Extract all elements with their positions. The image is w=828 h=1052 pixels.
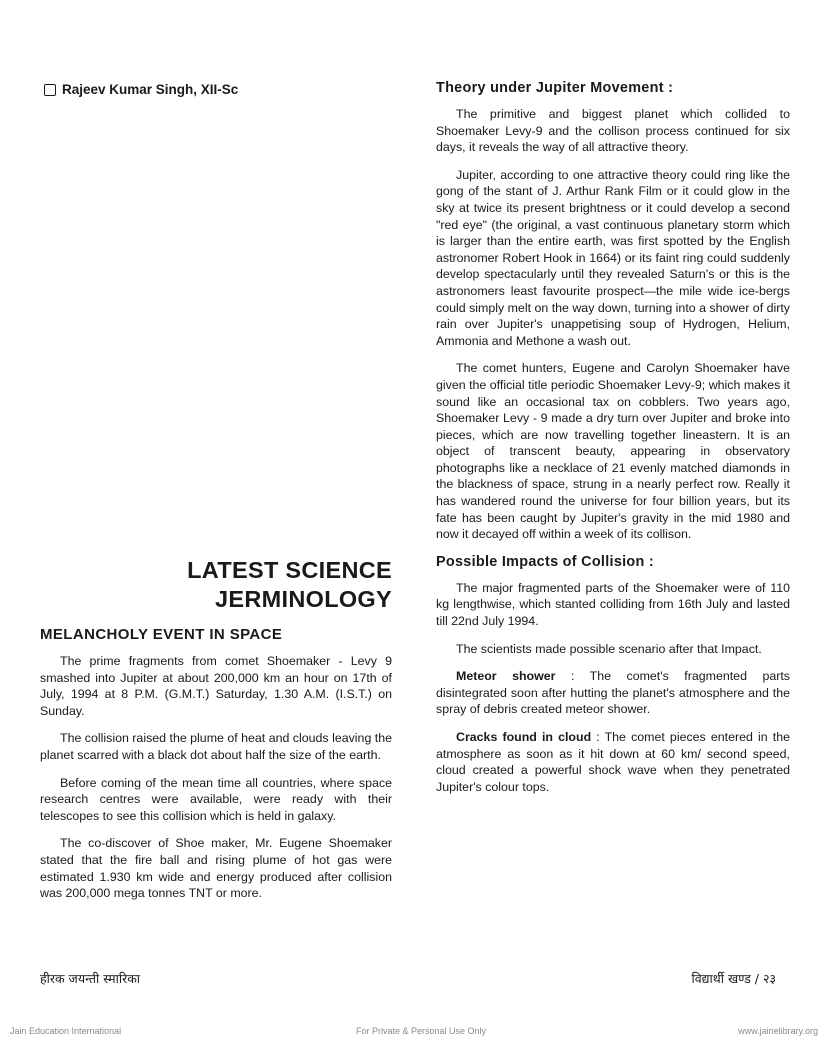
article-title: [120, 556, 392, 614]
author-name: Rajeev Kumar Singh, XII-Sc: [62, 82, 239, 97]
paragraph: Before coming of the mean time all countries, where space research centres were available, were ready with their telescopes to see this collision which is held in galaxy.: [40, 775, 392, 823]
title-line-2: JERMINOLOGY: [215, 586, 392, 612]
footer-left-text: हीरक जयन्ती स्मारिका: [40, 971, 141, 986]
checkbox-bullet-icon: [44, 84, 56, 96]
section-heading-impacts: Possible Impacts of Collision :: [436, 553, 654, 570]
right-column: [436, 80, 790, 806]
paragraph-cracks: [436, 729, 790, 795]
paragraph: The scientists made possible scenario after that Impact.: [456, 641, 762, 656]
meteor-shower-text: : The comet's fragmented parts disintegrated soon after hutting the planet's atmosphere and the spray of debris created meteor shower.: [436, 669, 790, 717]
paragraph: The major fragmented parts of the Shoemaker were of 110 kg lengthwise, which stanted colliding from 16th July and lasted till 22nd July 1994.: [436, 580, 790, 629]
paragraph: The co-discover of Shoe maker, Mr. Eugene Shoemaker stated that the fire ball and rising plume of hot gas were estimated 1.930 km wide and energy produced after collision was 200,000 mega tonnes TNT or more.: [40, 836, 392, 901]
author-byline: [44, 82, 238, 97]
paragraph: The collision raised the plume of heat and clouds leaving the planet scarred with a black dot about half the size of the earth.: [40, 731, 393, 762]
paragraph: The primitive and biggest planet which collided to Shoemaker Levy-9 and the collison process continued for six days, it reveals the way of all attractive theory.: [436, 107, 790, 155]
bottom-center-text: For Private & Personal Use Only: [356, 1026, 487, 1036]
title-line-1: LATEST SCIENCE: [187, 557, 392, 583]
paragraph: The comet hunters, Eugene and Carolyn Shoemaker have given the official title periodic Shoemaker Levy-9; which makes it sound like an occasional tax on cobblers. Two years ago, Shoemaker Levy - 9 made a dry turn over Jupiter and broke into pieces, which are now travelling together lineastern. It is an object of transcent beauty, appearing in observatory photographs like a necklace of 21 evenly matched diamonds in the blackness of space, strung in a nearly perfect row. Really it has wandered round the universe for four billion years, but its fate has been caught by Jupiter's gravity in the mid 1980 and now it decayed off within a week of its collison.: [436, 361, 790, 542]
left-column: [40, 626, 392, 913]
meteor-shower-lead: Meteor shower: [456, 669, 556, 684]
paragraph: The prime fragments from comet Shoemaker - Levy 9 smashed into Jupiter at about 200,000 km an hour on 17th of July, 1994 at 8 P.M. (G.M.T.) Saturday, 1.30 A.M. (I.S.T.) on Sunday.: [40, 654, 392, 718]
paragraph: Jupiter, according to one attractive theory could ring like the gong of the stant of J. Arthur Rank Film or it could glow in the sky at twice its present brightness or it could develop a second "red eye" (the original, a vast continuous planetary storm which is larger than the entire earth, was first spotted by the English astronomer Robert Hook in 1664) or its faint ring could suddenly develop spectacularly until they revealed Saturn's or this is the astronomers least favourite prospect—the mile wide ice-bergs could simply melt on the way down, turning into a shower of dirty rain over Jupiter's unappetising soup of Hydrogen, Helium, Ammonia and Methone a wash out.: [436, 167, 790, 348]
cracks-lead: Cracks found in cloud: [456, 730, 592, 744]
cracks-text: : The comet pieces entered in the atmosphere as soon as it hit down at 60 km/ second speed, cloud created a powerful shock wave when they penetrated Jupiter's colour tops.: [436, 730, 790, 794]
footer-right-text: विद्यार्थी खण्ड / २३: [691, 971, 776, 986]
paragraph-meteor-shower: [436, 668, 790, 718]
section-heading-theory: Theory under Jupiter Movement :: [436, 80, 674, 96]
section-heading-melancholy: MELANCHOLY EVENT IN SPACE: [40, 626, 283, 643]
bottom-right-link[interactable]: www.jainelibrary.org: [738, 1026, 818, 1036]
bottom-left-text: Jain Education International: [10, 1026, 122, 1036]
